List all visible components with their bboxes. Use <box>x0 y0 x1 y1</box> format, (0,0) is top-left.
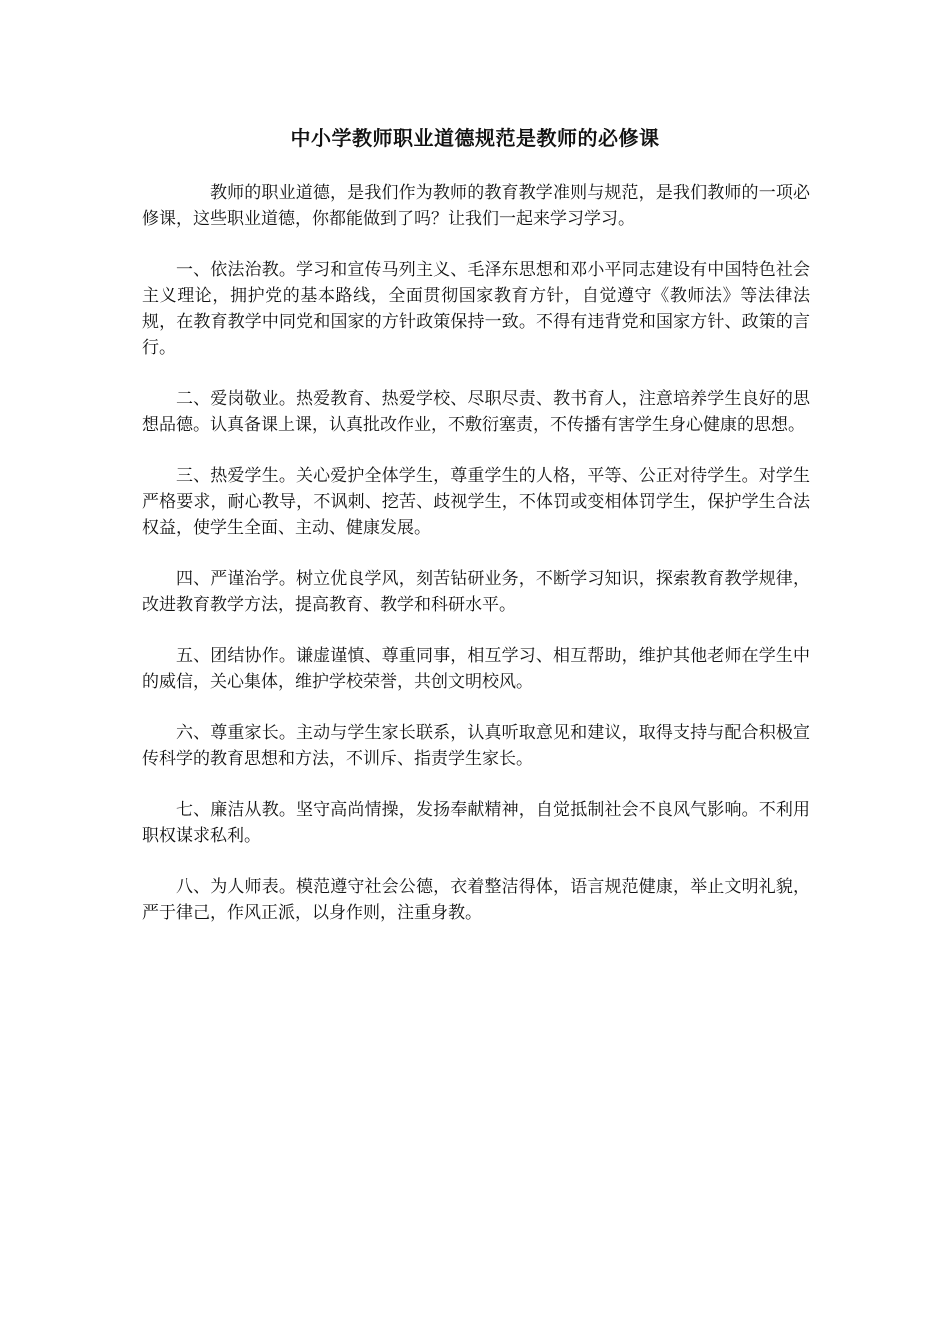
rule-paragraph-7: 七、廉洁从教。坚守高尚情操，发扬奉献精神，自觉抵制社会不良风气影响。不利用职权谋求私利。 <box>142 800 810 846</box>
rule-paragraph-4: 四、严谨治学。树立优良学风，刻苦钻研业务，不断学习知识，探索教育教学规律，改进教育教学方法，提高教育、教学和科研水平。 <box>142 569 810 615</box>
rule-paragraph-8: 八、为人师表。模范遵守社会公德，衣着整洁得体，语言规范健康，举止文明礼貌，严于律己，作风正派，以身作则，注重身教。 <box>142 877 810 923</box>
rule-paragraph-6: 六、尊重家长。主动与学生家长联系，认真听取意见和建议，取得支持与配合积极宣传科学的教育思想和方法，不训斥、指责学生家长。 <box>142 723 810 769</box>
rule-paragraph-3: 三、热爱学生。关心爱护全体学生，尊重学生的人格，平等、公正对待学生。对学生严格要求，耐心教导，不讽刺、挖苦、歧视学生，不体罚或变相体罚学生，保护学生合法权益，使学生全面、主动、健康发展。 <box>142 466 810 538</box>
rule-paragraph-5: 五、团结协作。谦虚谨慎、尊重同事，相互学习、相互帮助，维护其他老师在学生中的威信，关心集体，维护学校荣誉，共创文明校风。 <box>142 646 810 692</box>
rule-paragraph-1: 一、依法治教。学习和宣传马列主义、毛泽东思想和邓小平同志建设有中国特色社会主义理论，拥护党的基本路线，全面贯彻国家教育方针，自觉遵守《教师法》等法律法规，在教育教学中同党和国家的方针政策保持一致。不得有违背党和国家方针、政策的言行。 <box>142 260 810 358</box>
rule-paragraph-2: 二、爱岗敬业。热爱教育、热爱学校、尽职尽责、教书育人，注意培养学生良好的思想品德。认真备课上课，认真批改作业，不敷衍塞责，不传播有害学生身心健康的思想。 <box>142 389 810 435</box>
document-title: 中小学教师职业道德规范是教师的必修课 <box>290 126 660 150</box>
document-body <box>142 180 810 951</box>
intro-paragraph: 教师的职业道德，是我们作为教师的教育教学准则与规范，是我们教师的一项必修课，这些职业道德，你都能做到了吗？让我们一起来学习学习。 <box>142 183 810 229</box>
